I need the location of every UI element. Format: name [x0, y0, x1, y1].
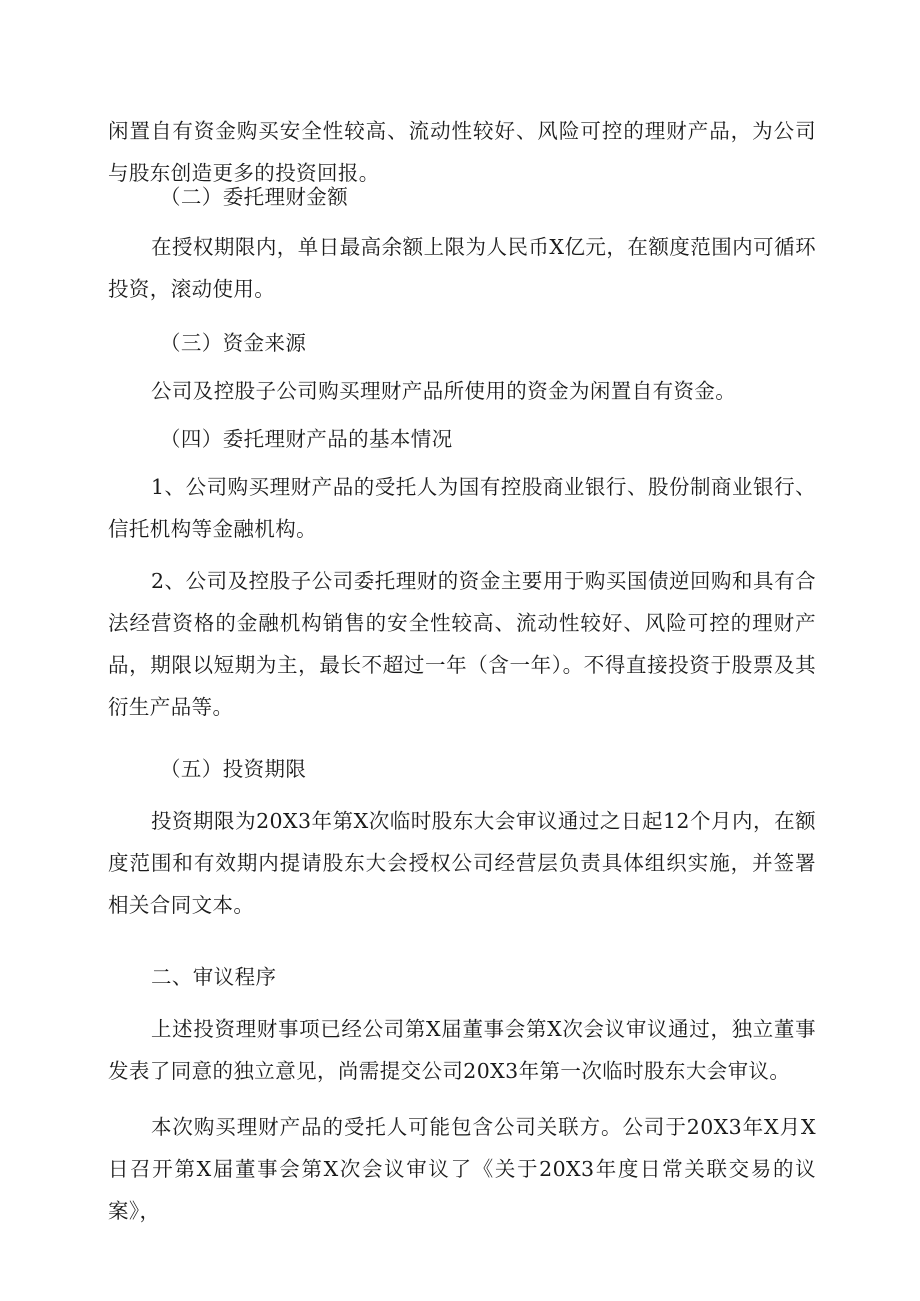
paragraph-amount-limit: 在授权期限内，单日最高余额上限为人民币X亿元，在额度范围内可循环投资，滚动使用。	[108, 235, 816, 301]
paragraph-trustee: 1、公司购买理财产品的受托人为国有控股商业银行、股份制商业银行、信托机构等金融机构。	[108, 475, 816, 541]
heading-investment-period: （五）投资期限	[160, 757, 307, 781]
heading-review-procedure: 二、审议程序	[151, 965, 277, 989]
heading-fund-source: （三）资金来源	[160, 331, 307, 355]
paragraph-idle-funds: 闲置自有资金购买安全性较高、流动性较好、风险可控的理财产品，为公司与股东创造更多的投资回报。	[108, 119, 816, 185]
heading-entrusted-amount: （二）委托理财金额	[160, 185, 349, 209]
paragraph-board-approval: 上述投资理财事项已经公司第X届董事会第X次会议审议通过，独立董事发表了同意的独立意见，尚需提交公司20X3年第一次临时股东大会审议。	[108, 1017, 816, 1083]
paragraph-related-party: 本次购买理财产品的受托人可能包含公司关联方。公司于20X3年X月X日召开第X届董事会第X次会议审议了《关于20X3年度日常关联交易的议案》，	[108, 1115, 816, 1223]
paragraph-investment-scope: 2、公司及控股子公司委托理财的资金主要用于购买国债逆回购和具有合法经营资格的金融机构销售的安全性较高、流动性较好、风险可控的理财产品，期限以短期为主，最长不超过一年（含一年）。不得直接投资于股票及其衍生产品等。	[108, 569, 816, 719]
heading-product-info: （四）委托理财产品的基本情况	[160, 427, 453, 451]
paragraph-investment-period: 投资期限为20X3年第X次临时股东大会审议通过之日起12个月内，在额度范围和有效期内提请股东大会授权公司经营层负责具体组织实施，并签署相关合同文本。	[108, 809, 816, 917]
paragraph-fund-source: 公司及控股子公司购买理财产品所使用的资金为闲置自有资金。	[151, 379, 737, 403]
